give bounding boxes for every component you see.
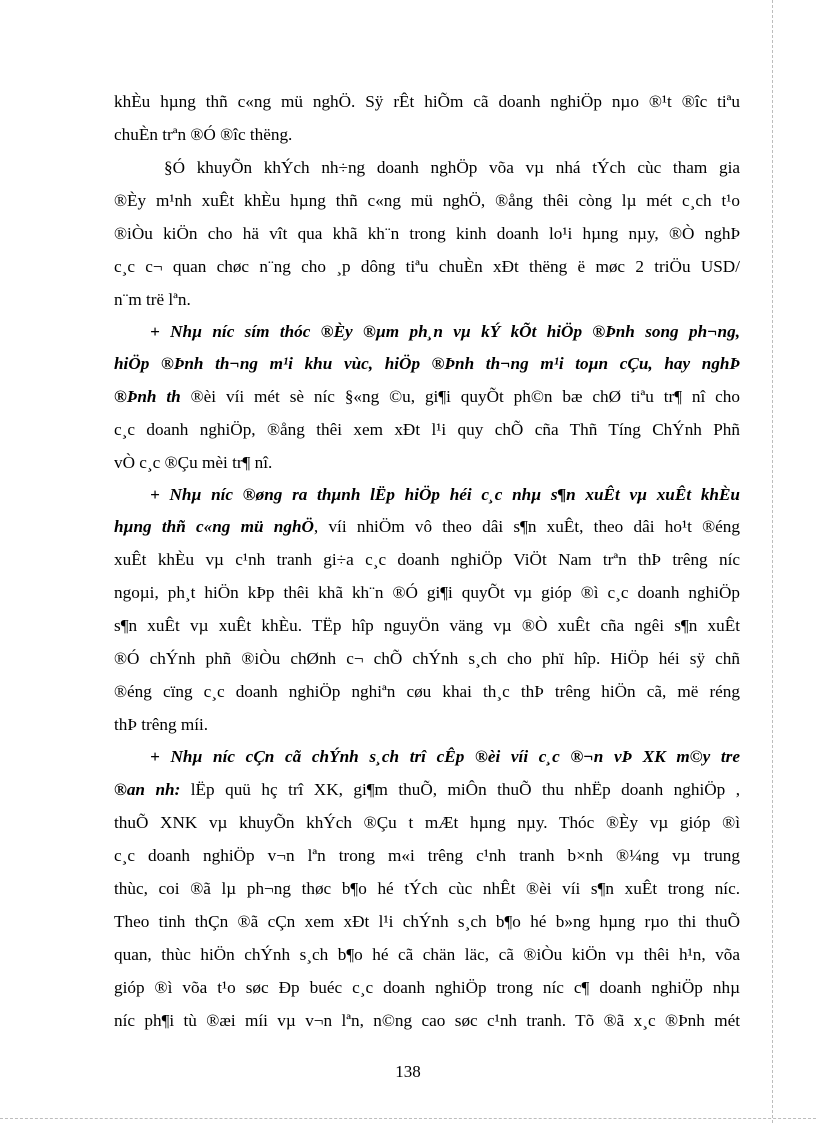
text-line: ®éng cïng c¸c doanh nghiÖp nghiªn cøu khai th¸c thÞ trêng hiÖn cã, më réng bbox=[114, 682, 740, 701]
line-rest: , víi nhiÖm vô theo dâi s¶n xuÊt, theo dâi ho¹t ®éng bbox=[313, 517, 740, 536]
bold-phrase: ®Þnh th bbox=[114, 387, 181, 406]
text-line bbox=[114, 780, 740, 800]
text-line: c¸c doanh nghiÖp v¬n lªn trong m«i trêng c¹nh tranh b×nh ®¼ng vµ trung bbox=[114, 846, 740, 865]
paragraph-first-line: §Ó khuyÕn khÝch nh÷ng doanh nghÖp võa vµ nhá tÝch cùc tham gia bbox=[164, 158, 740, 177]
text-line: c¸c c¬ quan chøc n¨ng cho ¸p dông tiªu chuÈn xÐt thëng ë møc 2 triÖu USD/ bbox=[114, 257, 740, 276]
page-border-bottom bbox=[0, 1118, 816, 1119]
text-line: ®iÒu kiÖn cho hä vît qua khã kh¨n trong kinh doanh lo¹i hµng nµy, ®Ò nghÞ bbox=[114, 224, 740, 243]
line-rest: ®èi víi mét sè níc §«ng ©u, gi¶i quyÕt ph©n bæ chØ tiªu tr¶ nî cho bbox=[180, 387, 740, 406]
bullet-heading-line: hiÖp ®Þnh th¬ng m¹i khu vùc, hiÖp ®Þnh th¬ng m¹i toµn cÇu, hay nghÞ bbox=[114, 354, 740, 373]
text-line: khÈu hµng thñ c«ng mü nghÖ. Sÿ rÊt hiÕm cã doanh nghiÖp nµo ®¹t ®îc tiªu bbox=[114, 92, 740, 111]
bullet-heading-line: + Nhµ níc sím thóc ®Èy ®µm ph¸n vµ kÝ kÕt hiÖp ®Þnh song ph¬ng, bbox=[150, 322, 740, 341]
line-rest: lËp quü hç trî XK, gi¶m thuÕ, miÔn thuÕ thu nhËp doanh nghiÖp , bbox=[180, 780, 740, 799]
text-line: thuÕ XNK vµ khuyÕn khÝch ®Çu t mÆt hµng nµy. Thóc ®Èy vµ gióp ®ì bbox=[114, 813, 740, 832]
text-line: quan, thùc hiÖn chÝnh s¸ch b¶o hé cã chän läc, cã ®iÒu kiÖn vµ thêi h¹n, võa bbox=[114, 945, 740, 964]
text-line: c¸c doanh nghiÖp, ®ång thêi xem xÐt l¹i quy chÕ cña Thñ Tíng ChÝnh Phñ bbox=[114, 420, 740, 439]
text-line: xuÊt khÈu vµ c¹nh tranh gi÷a c¸c doanh nghiÖp ViÖt Nam trªn thÞ trêng níc bbox=[114, 550, 740, 569]
text-line: s¶n xuÊt vµ xuÊt khÈu. TËp hîp nguyÖn väng vµ ®Ò xuÊt cña ngêi s¶n xuÊt bbox=[114, 616, 740, 635]
text-line: ®Ó chÝnh phñ ®iÒu chØnh c¬ chÕ chÝnh s¸ch cho phï hîp. HiÖp héi sÿ chñ bbox=[114, 649, 740, 668]
bullet-heading-line: + Nhµ níc cÇn cã chÝnh s¸ch trî cÊp ®èi víi c¸c ®¬n vÞ XK m©y tre bbox=[150, 747, 740, 766]
text-line: chuÈn trªn ®Ó ®îc thëng. bbox=[114, 125, 293, 144]
bullet-heading-line: + Nhµ níc ®øng ra thµnh lËp hiÖp héi c¸c nhµ s¶n xuÊt vµ xuÊt khÈu bbox=[150, 485, 740, 504]
text-line: n¨m trë lªn. bbox=[114, 290, 191, 309]
page-number: 138 bbox=[395, 1062, 421, 1081]
page-border-right bbox=[772, 0, 773, 1123]
bold-phrase: ®an nh: bbox=[114, 780, 181, 799]
text-line bbox=[114, 517, 740, 537]
text-line: vÒ c¸c ®Çu mèi tr¶ nî. bbox=[114, 453, 273, 472]
text-line bbox=[114, 387, 740, 407]
text-line: thùc, coi ®ã lµ ph¬ng thøc b¶o hé tÝch cùc nhÊt ®èi víi s¶n xuÊt trong níc. bbox=[114, 879, 740, 898]
text-line: gióp ®ì võa t¹o søc Ðp buéc c¸c doanh nghiÖp trong níc c¶ doanh nghiÖp nhµ bbox=[114, 978, 740, 997]
text-line: níc ph¶i tù ®æi míi vµ v¬n lªn, n©ng cao søc c¹nh tranh. Tõ ®ã x¸c ®Þnh mét bbox=[114, 1011, 740, 1030]
text-line: ®Èy m¹nh xuÊt khÈu hµng thñ c«ng mü nghÖ, ®ång thêi còng lµ mét c¸ch t¹o bbox=[114, 191, 740, 210]
bold-phrase: hµng thñ c«ng mü nghÖ bbox=[114, 517, 314, 536]
text-line: Theo tinh thÇn ®ã cÇn xem xÐt l¹i chÝnh s¸ch b¶o hé b»ng hµng rµo thi thuÕ bbox=[114, 912, 740, 931]
text-line: thÞ trêng míi. bbox=[114, 715, 209, 734]
text-line: ngoµi, ph¸t hiÖn kÞp thêi khã kh¨n ®Ó gi¶i quyÕt vµ gióp ®ì c¸c doanh nghiÖp bbox=[114, 583, 740, 602]
